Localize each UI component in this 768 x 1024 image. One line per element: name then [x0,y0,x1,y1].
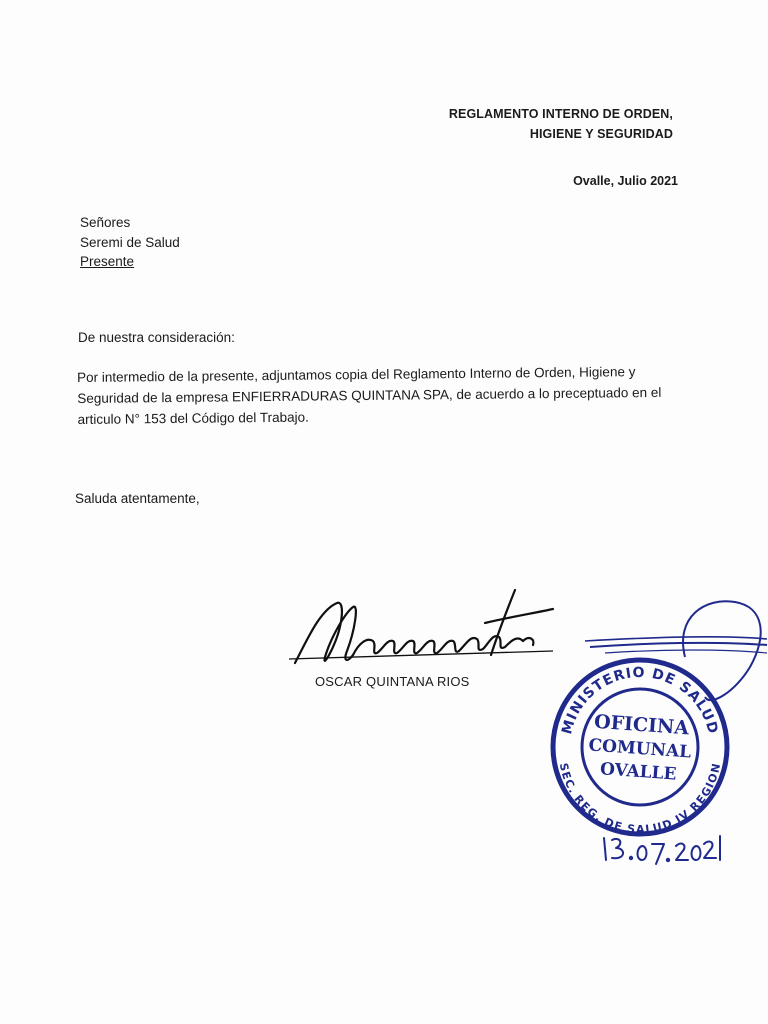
stamp-outer-bottom: SEC. REG. DE SALUD IV REGION [556,761,724,837]
signer-name: OSCAR QUINTANA RIOS [315,674,470,689]
stamp-line-1: OFICINA [593,710,690,740]
body-paragraph [77,361,678,430]
letter-date: Ovalle, Julio 2021 [573,174,678,188]
body-line-2: Seguridad de la empresa ENFIERRADURAS QUINTANA SPA, de acuerdo a lo preceptuado en el [77,384,662,406]
heading-line-1: REGLAMENTO INTERNO DE ORDEN, [448,107,673,121]
closing: Saluda atentamente, [75,491,200,506]
handwritten-date [598,830,728,870]
body-line-3: articulo N° 153 del Código del Trabajo. [77,409,309,427]
stamp-line-2: COMUNAL [587,735,692,763]
recipient-line-3: Presente [80,254,135,269]
document-heading [449,104,673,144]
recipient-line-2: Seremi de Salud [80,234,180,250]
stamp-outer-top: MINISTERIO DE SALUD [559,664,721,737]
recipient-block [80,213,180,272]
stamp-line-3: OVALLE [599,759,678,785]
official-stamp [545,597,768,837]
greeting: De nuestra consideración: [78,330,235,345]
heading-line-2: HIGIENE Y SEGURIDAD [529,127,673,141]
body-line-1: Por intermedio de la presente, adjuntamos copia del Reglamento Interno de Orden, Higiene y [77,364,636,385]
signature-image [285,585,560,675]
recipient-line-1: Señores [80,215,131,230]
